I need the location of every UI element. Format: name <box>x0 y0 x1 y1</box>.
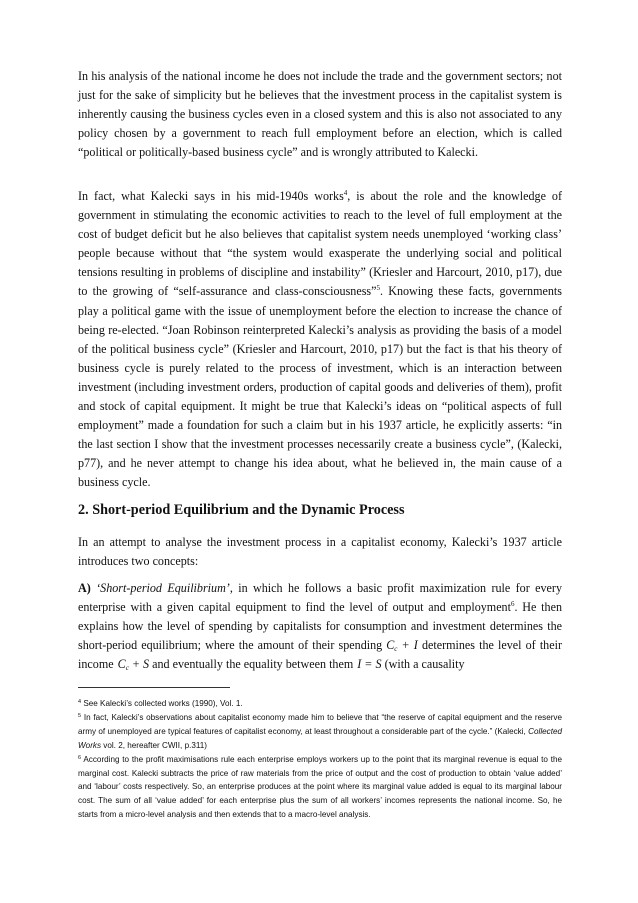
paragraph-text <box>78 187 562 493</box>
math-symbol: + S <box>128 657 150 672</box>
footnote-number: 5 <box>78 712 82 719</box>
footnote-text: See Kalecki’s collected works (1990), Vol. 1. <box>81 699 243 708</box>
math-symbol: + I <box>397 638 418 653</box>
footnote-text: According to the profit maximisations rule each enterprise employs workers up to the point that its marginal revenue is equal to the marginal cost. Kalecki subtracts the price of raw materials from the price of output and the cost of production to obtain ‘value added’ and ‘labour’ costs respectively. So, an enterprise produces at the point where its marginal value added is equal to its marginal labour cost. The sum of all ‘value added’ for each enterprise plus the sum of all workers’ incomes represents the national income. So, he starts from a micro-level analysis and then extends that to a macro-level analysis. <box>78 754 562 820</box>
paragraph-text <box>78 579 562 674</box>
section-heading-block <box>78 501 562 519</box>
paragraph-segment: (with a causality <box>384 657 465 672</box>
paragraph-text: In an attempt to analyse the investment process in a capitalist economy, Kalecki’s 1937 article introduces two concepts: <box>78 535 562 569</box>
footnote-italic: Collected Works <box>78 726 562 750</box>
footnote-5 <box>78 711 562 753</box>
item-term: ‘Short-period Equilibrium’ <box>96 581 230 595</box>
footnote-text: In fact, Kalecki’s observations about capitalist economy made him to believe that “the reserve of capital equipment and the reserve army of unemployed are typical features of capitalist economy, at least throughout a considerable part of the cycle.” (Kalecki, <box>78 712 562 736</box>
paragraph-kalecki-works <box>78 187 562 493</box>
paragraph-segment: In fact, what Kalecki says in his mid-1940s works <box>78 189 344 203</box>
footnote-ref-6[interactable]: 6 <box>510 600 515 609</box>
paragraph-text: In his analysis of the national income he does not include the trade and the government sectors; not just for the sake of simplicity but he believes that the investment process in the capitalist system is inherently causing the business cycles even in a closed system and this is also not associated to any policy chosen by a government to reach full employment before an election, which is called “political or politically-based business cycle” and is wrongly attributed to Kalecki. <box>78 69 562 160</box>
paragraph-segment: , in which he follows a basic profit maximization rule for every enterprise with a given capital equipment to find the level of output and employment <box>78 581 562 615</box>
section-heading: 2. Short-period Equilibrium and the Dynamic Process <box>78 502 405 518</box>
math-equality: I = S <box>357 657 382 672</box>
math-subscript: c <box>394 645 398 654</box>
footnote-number: 4 <box>78 699 82 705</box>
math-symbol: C <box>117 657 126 672</box>
paragraph-segment: . Knowing these facts, governments play a political game with the issue of unemployment before the election to increase the chance of being re-elected. “Joan Robinson reinterpreted Kalecki’s analysis as providing the basis of a model of the political business cycle” (Kriesler and Harcourt, 2010, p17) but the fact is that his theory of business cycle is purely related to the process of investment, which is an interaction between investment (including investment orders, production of capital goods and deliveries of them), profit and stock of capital equipment. It might be true that Kalecki’s ideas on “political aspects of full employment” made a foundation for such a claim but in his 1937 article, he explicitly asserts: “in the last section I show that the investment processes necessarily create a business cycle”, (Kalecki, p77), and he never attempt to change his idea about, what he believed in, the main cause of a business cycle. <box>78 284 562 490</box>
paragraph-national-income <box>78 67 562 162</box>
paragraph-segment: , is about the role and the knowledge of government in stimulating the economic activities to reach to the level of full employment at the cost of budget deficit but he also believes that capitalist system needs unemployed ‘working class’ people because without that “the system would exasperate the underlying social and political tensions resulting in problems of discipline and instability” (Kriesler and Harcourt, 2010, p17), due to the growing of “self-assurance and class-consciousness” <box>78 189 562 299</box>
footnotes-block <box>78 697 562 822</box>
paragraph-segment: and eventually the equality between them <box>152 657 354 672</box>
paragraph-segment: . He then explains how the level of spending by capitalists for consumption and investment determines the short-period equilibrium; where the amount of their spending <box>78 600 562 653</box>
math-subscript: c <box>125 664 129 673</box>
footnote-4 <box>78 697 562 711</box>
math-spending <box>386 638 418 652</box>
item-label: A) <box>78 581 91 595</box>
math-symbol: C <box>386 638 395 653</box>
math-income <box>118 657 149 671</box>
footnote-text: vol. 2, hereafter CWII, p.311) <box>101 740 208 750</box>
paragraph-section-intro <box>78 533 562 571</box>
footnote-number: 6 <box>78 754 82 761</box>
footnote-ref-4[interactable]: 4 <box>343 189 348 197</box>
paragraph-segment: determines the level of their income <box>78 638 562 672</box>
footnote-divider <box>78 687 230 688</box>
footnote-ref-5[interactable]: 5 <box>376 284 380 293</box>
paragraph-short-period-equilibrium <box>78 579 562 674</box>
footnote-6 <box>78 753 562 823</box>
